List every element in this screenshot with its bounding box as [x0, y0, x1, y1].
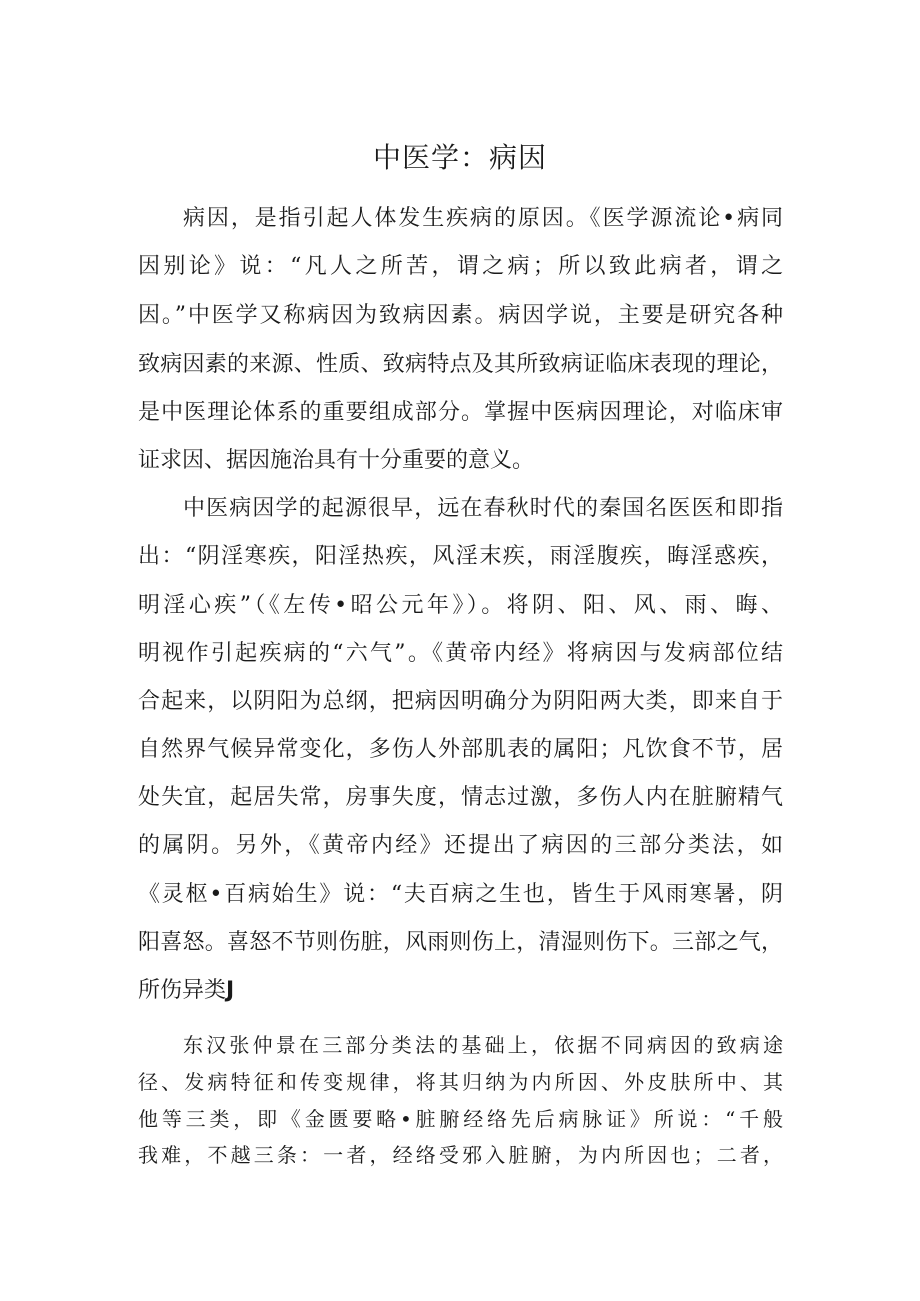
- paragraph-line: 自然界气候异常变化，多伤人外部肌表的属阳；凡饮食不节，居: [138, 737, 783, 762]
- paragraph-line: 径、发病特征和传变规律，将其归纳为内所因、外皮肤所中、其: [138, 1070, 783, 1094]
- paragraph-line: 病因，是指引起人体发生疾病的原因。《医学源流论•病同: [183, 206, 783, 231]
- paragraph-line: 中医病因学的起源很早，远在春秋时代的秦国名医医和即指: [183, 496, 783, 521]
- paragraph-line: 是中医理论体系的重要组成部分。掌握中医病因理论，对临床审: [138, 400, 783, 425]
- paragraph-line: 他等三类，即《金匮要略•脏腑经络先后病脉证》所说：“千般: [138, 1107, 783, 1131]
- paragraph-line: 阳喜怒。喜怒不节则伤脏，风雨则伤上，清湿则伤下。三部之气，: [138, 930, 783, 955]
- paragraph-line: 《灵枢•百病始生》说：“夫百病之生也，皆生于风雨寒暑，阴: [138, 882, 783, 907]
- paragraph-line: 我难，不越三条：一者，经络受邪入脏腑，为内所因也；二者，: [138, 1143, 783, 1167]
- paragraph-line: 因别论》说：“凡人之所苦，谓之病；所以致此病者，谓之: [138, 254, 783, 279]
- paragraph-line: 致病因素的来源、性质、致病特点及其所致病证临床表现的理论，: [138, 352, 783, 377]
- paragraph-line-text: 所伤异类: [138, 978, 227, 1003]
- paragraph-line: 的属阴。另外，《黄帝内经》还提出了病因的三部分类法，如: [138, 833, 783, 858]
- paragraph-line: 东汉张仲景在三部分类法的基础上，依据不同病因的致病途: [183, 1033, 783, 1057]
- paragraph-line: 出：“阴淫寒疾，阳淫热疾，风淫末疾，雨淫腹疾，晦淫惑疾，: [138, 544, 783, 569]
- paragraph-line: 明视作引起疾病的“六气”。《黄帝内经》将病因与发病部位结: [138, 641, 783, 666]
- paragraph-line: 因。”中医学又称病因为致病因素。病因学说，主要是研究各种: [138, 303, 783, 328]
- end-mark: J: [226, 978, 235, 1003]
- paragraph-line: 合起来，以阴阳为总纲，把病因明确分为阴阳两大类，即来自于: [138, 689, 783, 714]
- paragraph-line: 明淫心疾”（《左传•昭公元年》）。将阴、阳、风、雨、晦、: [138, 593, 783, 618]
- paragraph-line: 处失宜，起居失常，房事失度，情志过激，多伤人内在脏腑精气: [138, 785, 783, 810]
- paragraph-line: 证求因、据因施治具有十分重要的意义。: [138, 448, 535, 473]
- paragraph-line-final: [138, 973, 783, 1009]
- document-title: 中医学：病因: [372, 141, 547, 174]
